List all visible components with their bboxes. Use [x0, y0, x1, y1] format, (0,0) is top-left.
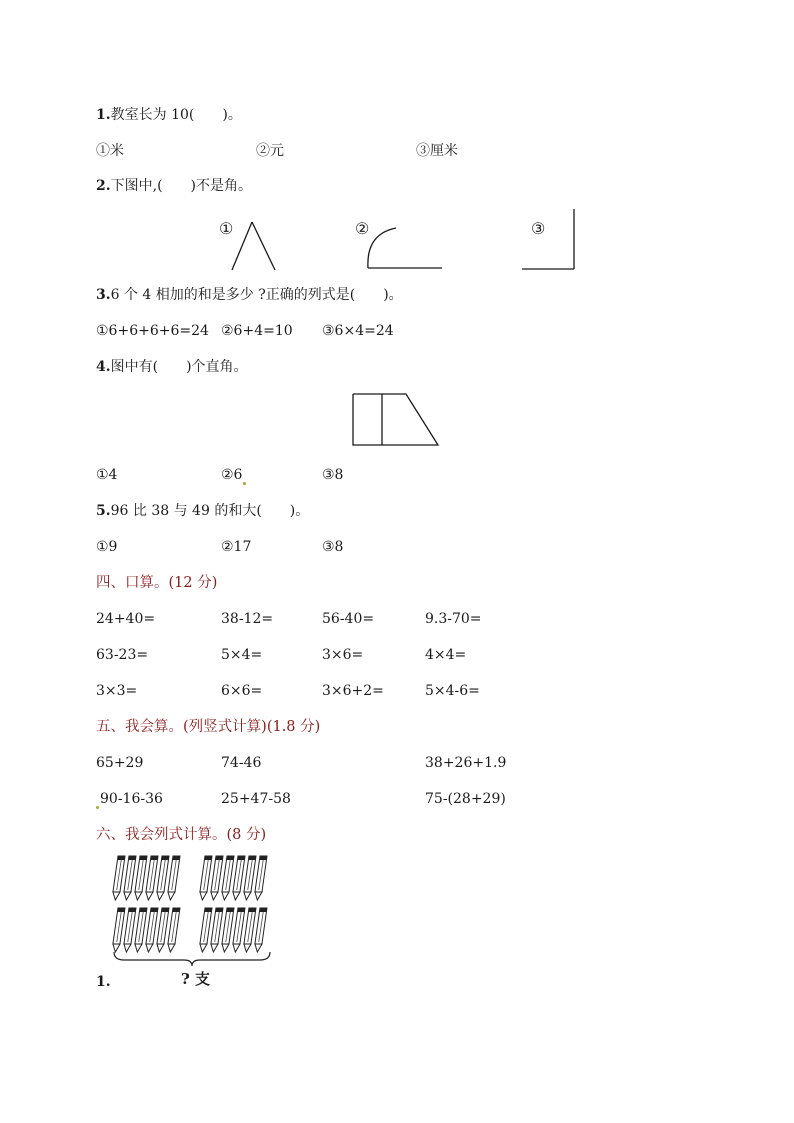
pencil-groups-illustration [110, 852, 275, 967]
question-number: 4. [96, 359, 111, 375]
pencil-icon [157, 856, 169, 900]
pencil-icon [244, 856, 256, 900]
vertical-calc-item: 65+29 [96, 755, 144, 771]
q1-option-3[interactable]: ③厘米 [416, 143, 458, 159]
right-angle-figure-3 [520, 207, 578, 273]
q3-option-3[interactable]: ③6×4=24 [322, 323, 394, 339]
q2-figure-label-3: ③ [531, 219, 546, 238]
q4-option-2[interactable] [221, 465, 246, 485]
section-6-title: 六、我会列式计算。(8 分) [96, 827, 267, 843]
pencil-icon [146, 856, 158, 900]
question-3 [96, 285, 403, 305]
section-4-title: 四、口算。(12 分) [96, 575, 218, 591]
q5-option-2[interactable]: ②17 [221, 539, 252, 555]
question-number: 5. [96, 503, 111, 519]
question-5 [96, 501, 309, 521]
pencil-icon [146, 908, 158, 952]
pencil-icon [168, 908, 180, 952]
pencil-icon [135, 856, 147, 900]
question-number: 1. [96, 107, 111, 123]
pencil-icon [168, 856, 180, 900]
question-text: 图中有( )个直角。 [110, 359, 248, 375]
pencil-icon [222, 856, 234, 900]
question-number: 3. [96, 287, 111, 303]
q2-figure-label-1: ① [219, 219, 234, 238]
oral-calc-item: 6×6= [221, 683, 263, 699]
pencil-icon [124, 856, 136, 900]
pencil-icon [233, 908, 245, 952]
oral-calc-item: 56-40= [322, 611, 375, 627]
arc-figure-2 [362, 224, 444, 272]
speck-mark [243, 482, 246, 485]
q5-option-1[interactable]: ①9 [96, 539, 118, 555]
q3-option-2[interactable]: ②6+4=10 [221, 323, 293, 339]
pencil-icon [255, 908, 267, 952]
q4-option-2-label: ②6 [221, 467, 243, 483]
pencil-icon [200, 856, 212, 900]
q4-option-1[interactable]: ①4 [96, 467, 118, 483]
pencil-icon [211, 908, 223, 952]
oral-calc-item: 9.3-70= [425, 611, 482, 627]
oral-calc-item: 38-12= [221, 611, 274, 627]
question-1 [96, 105, 242, 125]
vertical-calc-item [96, 789, 163, 809]
angle-figure-1 [230, 220, 280, 272]
section-5-title: 五、我会算。(列竖式计算)(1.8 分) [96, 719, 321, 735]
vertical-calc-item: 75-(28+29) [425, 791, 506, 807]
pencil-icon [113, 908, 125, 952]
pencil-icon [211, 856, 223, 900]
vertical-calc-item: 74-46 [221, 755, 262, 771]
question-number: 2. [96, 178, 111, 194]
vertical-calc-item: 38+26+1.9 [425, 755, 507, 771]
pencil-icon [135, 908, 147, 952]
pencil-icon [200, 908, 212, 952]
question-text: 6 个 4 相加的和是多少 ?正确的列式是( )。 [110, 287, 403, 303]
question-text: 96 比 38 与 49 的和大( )。 [110, 503, 310, 519]
trapezoid-rectangle-figure [350, 392, 442, 448]
q4-option-3[interactable]: ③8 [322, 467, 344, 483]
q1-option-1[interactable]: ①米 [96, 143, 124, 159]
speck-mark [96, 806, 99, 809]
pencil-icon [244, 908, 256, 952]
q5-option-3[interactable]: ③8 [322, 539, 344, 555]
q3-option-1[interactable]: ①6+6+6+6=24 [96, 323, 209, 339]
brace-shape [114, 952, 270, 966]
pencil-icon [157, 908, 169, 952]
pencil-icon [255, 856, 267, 900]
question-text: 教室长为 10( )。 [110, 107, 242, 123]
question-2 [96, 176, 252, 196]
oral-calc-item: 24+40= [96, 611, 156, 627]
oral-calc-item: 4×4= [425, 647, 467, 663]
pencil-icon [113, 856, 125, 900]
pencil-icon [222, 908, 234, 952]
oral-calc-item: 3×6= [322, 647, 364, 663]
oral-calc-item: 5×4-6= [425, 683, 480, 699]
question-text: 下图中,( )不是角。 [110, 178, 252, 194]
oral-calc-item: 5×4= [221, 647, 263, 663]
vertical-calc-item: 25+47-58 [221, 791, 291, 807]
oral-calc-item: 3×6+2= [322, 683, 384, 699]
q2-figure-label-2: ② [355, 219, 370, 238]
vertical-calc-item-label: 90-16-36 [100, 791, 163, 807]
pencil-icon [233, 856, 245, 900]
question-4 [96, 357, 248, 377]
pencil-icon [124, 908, 136, 952]
oral-calc-item: 3×3= [96, 683, 138, 699]
q1-option-2[interactable]: ②元 [256, 143, 284, 159]
oral-calc-item: 63-23= [96, 647, 149, 663]
brace-label: ? 支 [181, 970, 211, 988]
item-number: 1. [96, 974, 111, 990]
